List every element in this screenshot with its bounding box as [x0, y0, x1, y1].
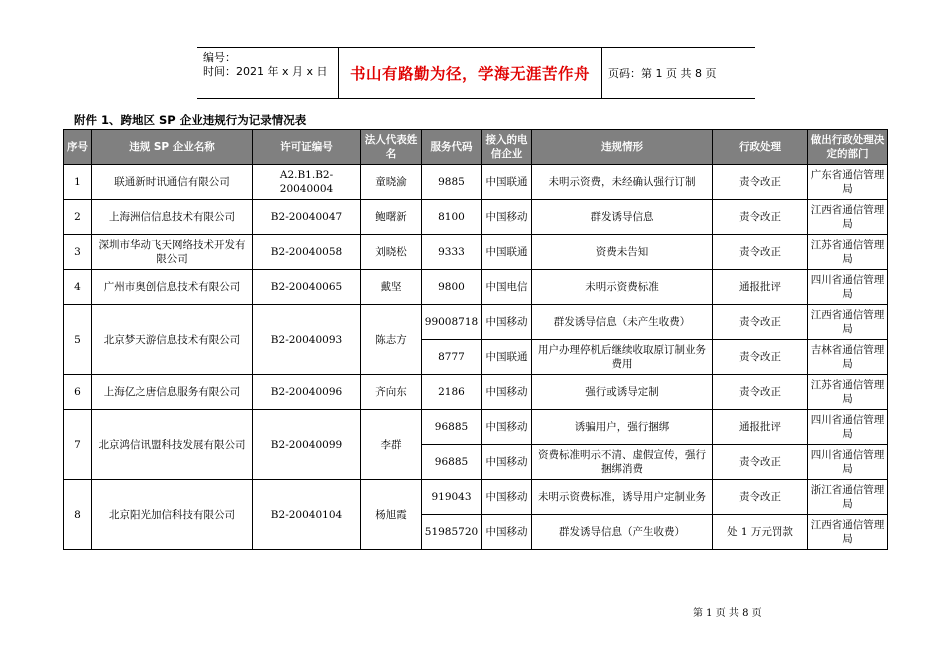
- cell-violation: 未明示资费，未经确认强行订制: [532, 165, 713, 200]
- cell-carrier: 中国移动: [482, 480, 532, 515]
- cell-license: B2-20040058: [253, 235, 361, 270]
- header-motto: 书山有路勤为径，学海无涯苦作舟: [339, 48, 602, 98]
- table-row: [64, 480, 888, 515]
- table-row: [64, 375, 888, 410]
- table-row: [64, 410, 888, 445]
- cell-dept: 吉林省通信管理局: [808, 340, 888, 375]
- cell-company: 联通新时讯通信有限公司: [92, 165, 253, 200]
- cell-rep: 陈志方: [361, 305, 422, 375]
- cell-action: 处 1 万元罚款: [713, 515, 808, 550]
- cell-dept: 四川省通信管理局: [808, 270, 888, 305]
- col-header: 违规情形: [532, 130, 713, 165]
- cell-code: 9800: [422, 270, 482, 305]
- cell-rep: 杨旭霞: [361, 480, 422, 550]
- cell-dept: 江西省通信管理局: [808, 515, 888, 550]
- cell-code: 99008718: [422, 305, 482, 340]
- document-header: [197, 47, 755, 99]
- cell-no: 1: [64, 165, 92, 200]
- cell-code: 8777: [422, 340, 482, 375]
- cell-dept: 广东省通信管理局: [808, 165, 888, 200]
- cell-action: 责令改正: [713, 445, 808, 480]
- cell-no: 5: [64, 305, 92, 375]
- cell-action: 责令改正: [713, 340, 808, 375]
- cell-rep: 刘晓松: [361, 235, 422, 270]
- col-header: 接入的电信企业: [482, 130, 532, 165]
- cell-license: B2-20040099: [253, 410, 361, 480]
- cell-violation: 诱骗用户，强行捆绑: [532, 410, 713, 445]
- table-row: [64, 165, 888, 200]
- cell-carrier: 中国移动: [482, 375, 532, 410]
- time-label: 时间：2021 年 x 月 x 日: [203, 65, 328, 78]
- cell-action: 责令改正: [713, 375, 808, 410]
- col-header: 行政处理: [713, 130, 808, 165]
- cell-dept: 江西省通信管理局: [808, 200, 888, 235]
- cell-violation: 未明示资费标准，诱导用户定制业务: [532, 480, 713, 515]
- cell-dept: 江苏省通信管理局: [808, 235, 888, 270]
- cell-license: B2-20040047: [253, 200, 361, 235]
- col-header: 违规 SP 企业名称: [92, 130, 253, 165]
- cell-carrier: 中国电信: [482, 270, 532, 305]
- cell-license: A2.B1.B2-20040004: [253, 165, 361, 200]
- cell-dept: 江西省通信管理局: [808, 305, 888, 340]
- violations-table: [63, 129, 888, 550]
- cell-license: B2-20040104: [253, 480, 361, 550]
- table-row: [64, 305, 888, 340]
- cell-code: 51985720: [422, 515, 482, 550]
- cell-code: 919043: [422, 480, 482, 515]
- cell-carrier: 中国移动: [482, 200, 532, 235]
- cell-carrier: 中国联通: [482, 165, 532, 200]
- table-row: [64, 200, 888, 235]
- cell-rep: 鲍曙新: [361, 200, 422, 235]
- cell-action: 责令改正: [713, 200, 808, 235]
- cell-violation: 用户办理停机后继续收取原订制业务费用: [532, 340, 713, 375]
- cell-license: B2-20040093: [253, 305, 361, 375]
- col-header: 服务代码: [422, 130, 482, 165]
- cell-company: 北京梦天游信息技术有限公司: [92, 305, 253, 375]
- cell-violation: 群发诱导信息（产生收费）: [532, 515, 713, 550]
- cell-no: 6: [64, 375, 92, 410]
- table-row: [64, 270, 888, 305]
- cell-violation: 未明示资费标准: [532, 270, 713, 305]
- cell-violation: 强行或诱导定制: [532, 375, 713, 410]
- cell-carrier: 中国联通: [482, 340, 532, 375]
- cell-dept: 浙江省通信管理局: [808, 480, 888, 515]
- number-label: 编号：: [203, 51, 236, 64]
- cell-no: 7: [64, 410, 92, 480]
- col-header: 法人代表姓名: [361, 130, 422, 165]
- cell-no: 2: [64, 200, 92, 235]
- cell-dept: 江苏省通信管理局: [808, 375, 888, 410]
- cell-code: 96885: [422, 410, 482, 445]
- cell-code: 8100: [422, 200, 482, 235]
- cell-action: 责令改正: [713, 165, 808, 200]
- table-row: [64, 235, 888, 270]
- cell-action: 责令改正: [713, 235, 808, 270]
- cell-rep: 齐向东: [361, 375, 422, 410]
- cell-carrier: 中国移动: [482, 305, 532, 340]
- page-footer: 第 1 页 共 8 页: [693, 608, 762, 619]
- col-header: 做出行政处理决定的部门: [808, 130, 888, 165]
- cell-license: B2-20040065: [253, 270, 361, 305]
- cell-action: 通报批评: [713, 410, 808, 445]
- cell-dept: 四川省通信管理局: [808, 445, 888, 480]
- cell-company: 上海亿之唐信息服务有限公司: [92, 375, 253, 410]
- cell-company: 广州市奥创信息技术有限公司: [92, 270, 253, 305]
- cell-action: 责令改正: [713, 305, 808, 340]
- cell-carrier: 中国移动: [482, 515, 532, 550]
- cell-no: 8: [64, 480, 92, 550]
- cell-action: 责令改正: [713, 480, 808, 515]
- cell-no: 3: [64, 235, 92, 270]
- col-header: 序号: [64, 130, 92, 165]
- cell-code: 9885: [422, 165, 482, 200]
- cell-code: 2186: [422, 375, 482, 410]
- cell-violation: 资费未告知: [532, 235, 713, 270]
- cell-dept: 四川省通信管理局: [808, 410, 888, 445]
- cell-rep: 李群: [361, 410, 422, 480]
- cell-no: 4: [64, 270, 92, 305]
- cell-company: 深圳市华动飞天网络技术开发有限公司: [92, 235, 253, 270]
- table-header-row: [64, 130, 888, 165]
- cell-rep: 童晓渝: [361, 165, 422, 200]
- cell-carrier: 中国移动: [482, 445, 532, 480]
- cell-code: 9333: [422, 235, 482, 270]
- cell-license: B2-20040096: [253, 375, 361, 410]
- cell-carrier: 中国联通: [482, 235, 532, 270]
- cell-action: 通报批评: [713, 270, 808, 305]
- header-page-info: 页码：第 1 页 共 8 页: [608, 67, 717, 80]
- col-header: 许可证编号: [253, 130, 361, 165]
- header-meta: [197, 48, 339, 98]
- table-caption: 附件 1、跨地区 SP 企业违规行为记录情况表: [74, 113, 307, 127]
- cell-company: 北京阳光加信科技有限公司: [92, 480, 253, 550]
- cell-violation: 资费标准明示不清、虚假宣传，强行捆绑消费: [532, 445, 713, 480]
- cell-violation: 群发诱导信息: [532, 200, 713, 235]
- cell-code: 96885: [422, 445, 482, 480]
- cell-violation: 群发诱导信息（未产生收费）: [532, 305, 713, 340]
- cell-carrier: 中国移动: [482, 410, 532, 445]
- cell-rep: 戴坚: [361, 270, 422, 305]
- cell-company: 上海洲信信息技术有限公司: [92, 200, 253, 235]
- cell-company: 北京鸿信讯盟科技发展有限公司: [92, 410, 253, 480]
